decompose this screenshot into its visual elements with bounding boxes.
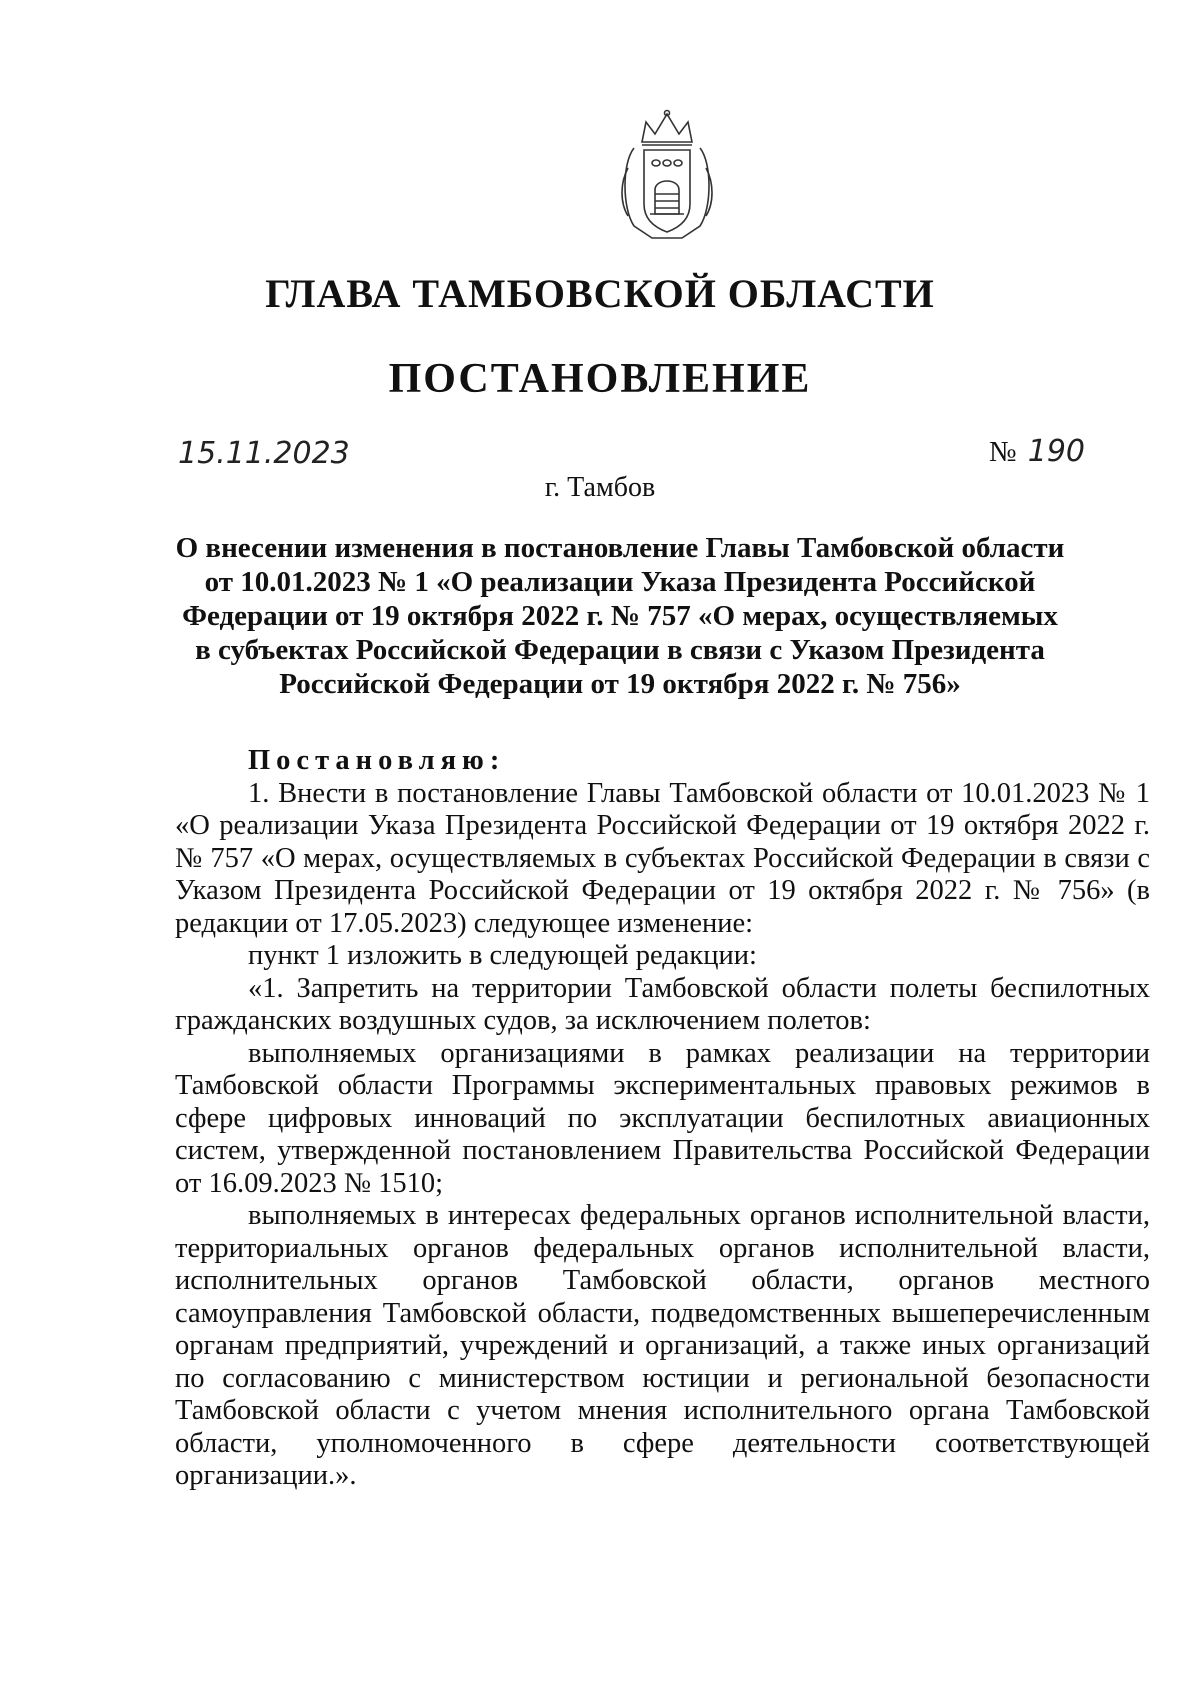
authority-heading: ГЛАВА ТАМБОВСКОЙ ОБЛАСТИ xyxy=(265,271,935,316)
paragraph-2: пункт 1 изложить в следующей редакции: xyxy=(248,940,757,971)
document-body xyxy=(175,745,1150,1493)
document-title: О внесении изменения в постановление Главы Тамбовской области от 10.01.2023 № 1 «О реализации Указа Президента Российской Федерации от 19 октября 2022 г. № 757 «О мерах, осуществляемых в субъектах Российской Федерации в связи с Указом Президента Российской Федерации от 19 октября 2022 г. № 756» xyxy=(175,532,1065,700)
document-date: 15.11.2023 xyxy=(178,436,350,471)
paragraph-4: выполняемых организациями в рамках реализации на территории Тамбовской области Программы экспериментальных правовых режимов в сфере цифровых инноваций по эксплуатации беспилотных авиационных систем, утвержденной постановлением Правительства Российской Федерации от 16.09.2023 № 1510; xyxy=(175,1037,1150,1199)
city: г. Тамбов xyxy=(544,472,656,503)
paragraph-5: выполняемых в интересах федеральных органов исполнительной власти, территориальных органов федеральных органов исполнительной власти, исполнительных органов Тамбовской области, органов местного самоуправления Тамбовской области, подведомственных вышеперечисленным органам предприятий, учреждений и организаций, а также иных организаций по согласованию с министерством юстиции и региональной безопасности Тамбовской области с учетом мнения исполнительного органа Тамбовской области, уполномоченного в сфере деятельности соответствующей организации.». xyxy=(175,1200,1150,1491)
decree-word: Постановляю: xyxy=(248,745,506,776)
coat-of-arms-icon xyxy=(612,108,722,248)
document-number xyxy=(989,434,1085,469)
paragraph-3: «1. Запретить на территории Тамбовской области полеты беспилотных гражданских воздушных судов, за исключением полетов: xyxy=(175,972,1150,1036)
number-value: 190 xyxy=(1027,434,1085,469)
paragraph-1: 1. Внести в постановление Главы Тамбовской области от 10.01.2023 № 1 «О реализации Указа Президента Российской Федерации от 19 октября 2022 г. № 757 «О мерах, осуществляемых в субъектах Российской Федерации в связи с Указом Президента Российской Федерации от 19 октября 2022 г. № 756» (в редакции от 17.05.2023) следующее изменение: xyxy=(175,777,1150,939)
document-type-heading: ПОСТАНОВЛЕНИЕ xyxy=(388,356,812,402)
number-sign: № xyxy=(988,436,1017,468)
